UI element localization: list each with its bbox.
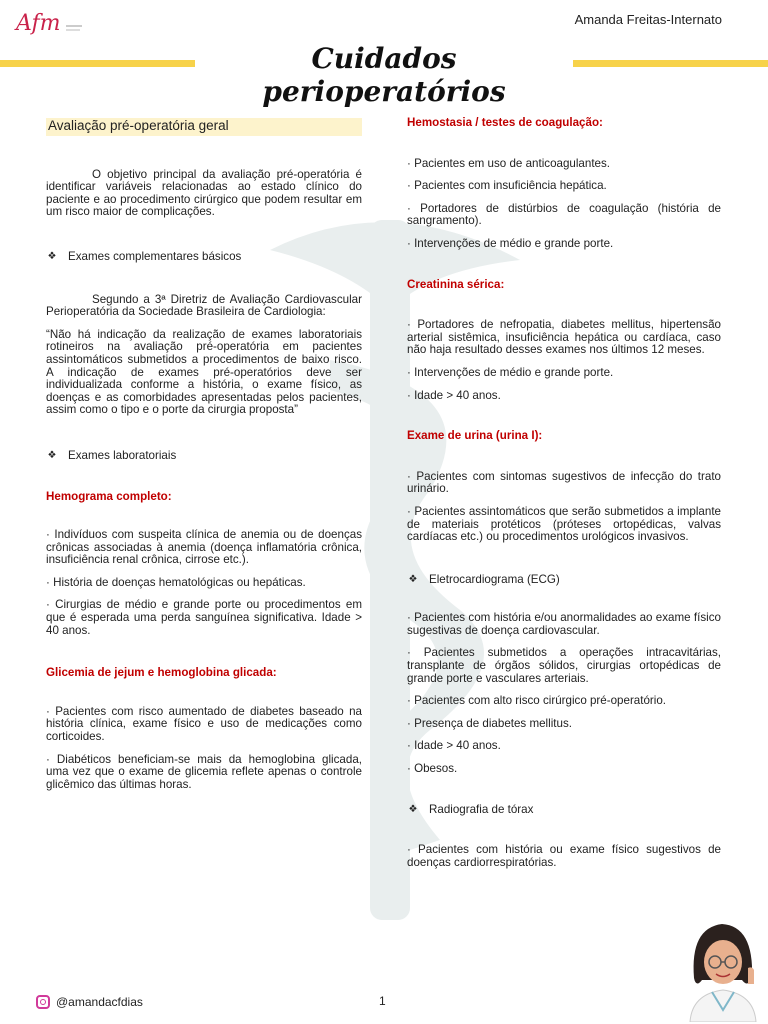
page-title: Cuidados perioperatórios (262, 42, 506, 108)
quote-paragraph: “Não há indicação da realização de exames laboratoriais rotineiros na avaliação pré-operatória em pacientes assintomáticos submetidos a procedimentos de baixo risco. A indicação de exames pré-operatórios deve ser individualizada conforme a história, o exame físico, as doenças e as comorbidades apresentadas pelos pacientes, assim como o tipo e o porte da cirurgia proposta” (46, 327, 362, 417)
instagram-handle[interactable] (36, 995, 143, 1009)
list-item: · Pacientes com alto risco cirúrgico pré-operatório. (407, 694, 667, 708)
instagram-icon (36, 995, 50, 1009)
subheading-radiografia (407, 804, 721, 817)
list-item: · Intervenções de médio e grande porte. (407, 365, 614, 379)
list-item: · Pacientes em uso de anticoagulantes. (407, 156, 611, 170)
list-item: · Pacientes com sintomas sugestivos de infecção do trato urinário. (407, 469, 721, 496)
list-item: · Pacientes assintomáticos que serão submetidos a implante de materiais protéticos (próteses ortopédicas, valvas cardíacas etc.) ou procedimentos urológicos invasivos. (407, 504, 721, 544)
list-item: · Obesos. (407, 762, 458, 776)
subheading-label: Exames laboratoriais (68, 448, 177, 462)
diamond-bullet-icon: ❖ (408, 803, 418, 815)
subheading-label: Radiografia de tórax (429, 802, 534, 816)
list-item: · Presença de diabetes mellitus. (407, 716, 572, 730)
subheading-label: Eletrocardiograma (ECG) (429, 572, 560, 586)
list-item: · Indivíduos com suspeita clínica de anemia ou de doenças crônicas associadas à anemia (doença inflamatória crônica, insuficiência renal crônica, cirrose etc.). (46, 528, 362, 567)
list-item: · Diabéticos beneficiam-se mais da hemoglobina glicada, uma vez que o exame de glicemia reflete apenas o controle glicêmico das últimas horas. (46, 752, 362, 791)
right-column (407, 117, 721, 869)
diamond-bullet-icon: ❖ (47, 449, 57, 461)
page-number: 1 (379, 994, 386, 1008)
avatar-illustration (682, 918, 764, 1022)
left-column (46, 118, 362, 791)
glicemia-heading: Glicemia de jejum e hemoglobina glicada: (46, 666, 277, 680)
subheading-label: Exames complementares básicos (68, 249, 242, 263)
logo (14, 8, 84, 38)
section-title: Avaliação pré-operatória geral (46, 118, 362, 136)
title-accent-right (573, 60, 768, 67)
subheading-exames-laboratoriais (46, 450, 362, 463)
intro-paragraph: O objetivo principal da avaliação pré-operatória é identificar variáveis relacionadas ao estado clínico do paciente e ao procedimento cirúrgico que podem resultar em um risco maior de complicações. (46, 167, 362, 219)
list-item: · Idade > 40 anos. (407, 739, 501, 753)
list-item: · Cirurgias de médio e grande porte ou procedimentos em que é esperada uma perda sanguínea significativa. Idade > 40 anos. (46, 598, 362, 637)
hemograma-heading: Hemograma completo: (46, 489, 172, 503)
diretriz-paragraph: Segundo a 3ª Diretriz de Avaliação Cardiovascular Perioperatória da Sociedade Brasileira de Cardiologia: (46, 292, 362, 319)
title-accent-left (0, 60, 195, 67)
list-item: · Pacientes com história ou exame físico sugestivos de doenças cardiorrespiratórias. (407, 843, 721, 869)
list-item: · História de doenças hematológicas ou hepáticas. (46, 575, 306, 589)
list-item: · Portadores de distúrbios de coagulação (história de sangramento). (407, 201, 721, 228)
list-item: · Pacientes submetidos a operações intracavitárias, transplante de órgãos sólidos, cirurgias ortopédicas de grande porte e vasculares arteriais. (407, 646, 721, 685)
subheading-exames-basicos (46, 251, 362, 264)
list-item: · Portadores de nefropatia, diabetes mellitus, hipertensão arterial sistêmica, insuficiência hepática ou cardíaca, caso não haja resultado desses exames nos últimos 12 meses. (407, 318, 721, 357)
diamond-bullet-icon: ❖ (47, 250, 57, 262)
list-item: · Intervenções de médio e grande porte. (407, 236, 614, 250)
handle-label: @amandacfdias (56, 995, 143, 1009)
list-item: · Pacientes com insuficiência hepática. (407, 179, 607, 193)
subheading-ecg (407, 574, 721, 587)
logo-text: Afm (16, 11, 61, 36)
list-item: · Pacientes com risco aumentado de diabetes baseado na história clínica, exame físico e uso de medicações como corticoides. (46, 704, 362, 744)
creatinina-heading: Creatinina sérica: (407, 277, 505, 291)
list-item: · Idade > 40 anos. (407, 388, 501, 402)
hemostasia-heading: Hemostasia / testes de coagulação: (407, 116, 603, 129)
diamond-bullet-icon: ❖ (408, 573, 418, 585)
author-name: Amanda Freitas-Internato (574, 12, 722, 27)
list-item: · Pacientes com história e/ou anormalidades ao exame físico sugestivas de doença cardiovascular. (407, 611, 721, 637)
urina-heading: Exame de urina (urina I): (407, 429, 543, 443)
